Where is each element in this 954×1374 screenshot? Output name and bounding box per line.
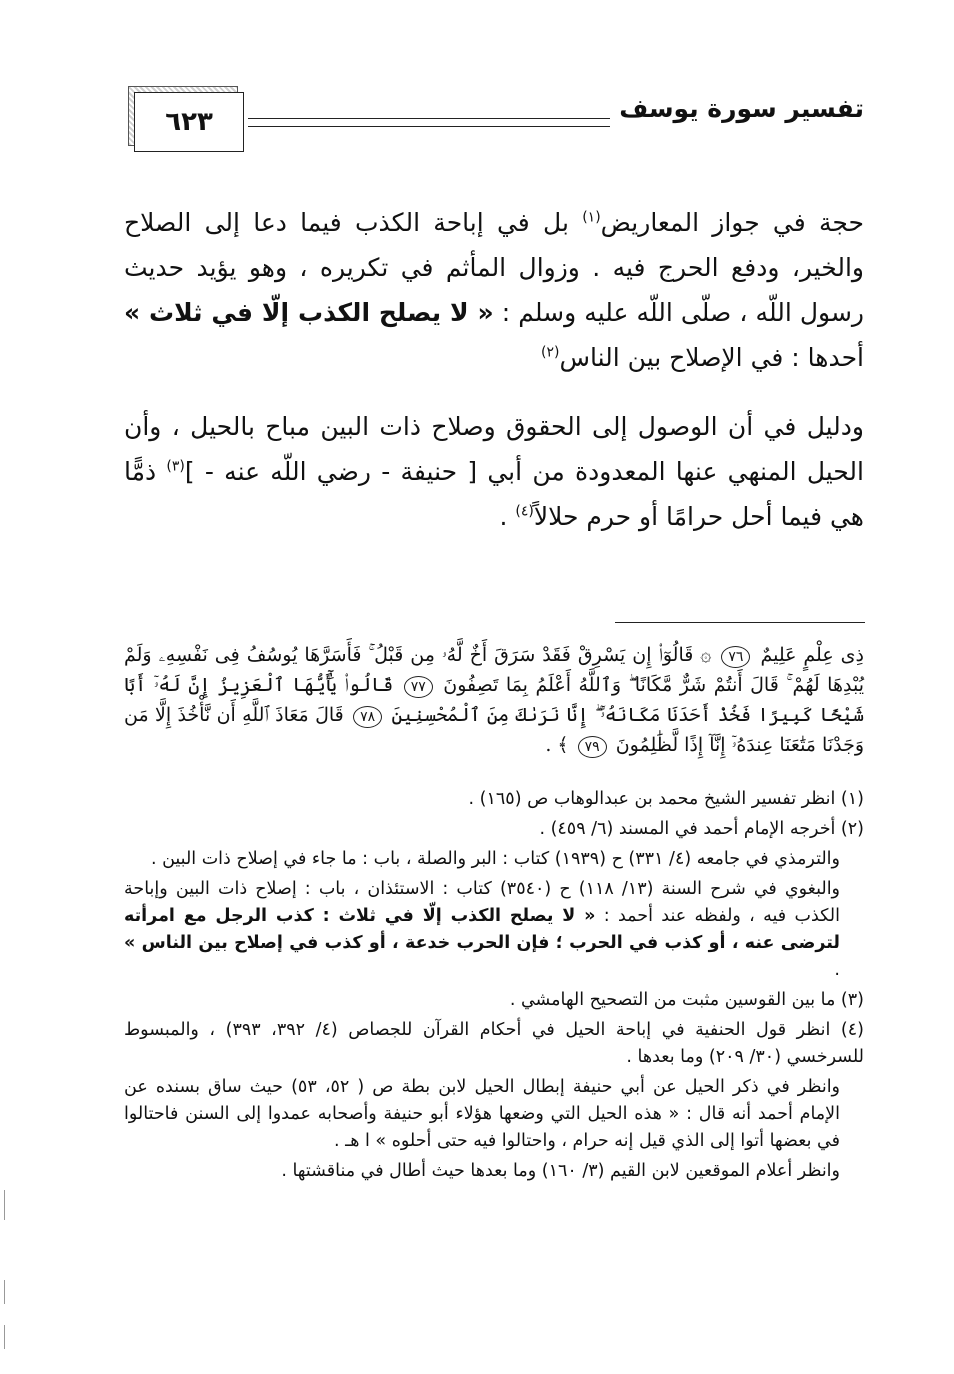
- footnote-2-end: .: [834, 960, 840, 980]
- p1-text-c: أحدها : في الإصلاح بين الناس: [559, 343, 864, 372]
- page-number: ٦٢٣: [165, 107, 213, 137]
- footnote-4-ibn-qayyim: وانظر أعلام الموقعين لابن القيم (٣/ ١٦٠) وما بعدها حيث أطال في مناقشتها .: [281, 1161, 840, 1181]
- verse-text-3: قَالُوا۟ يَٰٓأَيُّهَا ٱلْعَزِيزُ إِنَّ لَهُۥٓ أَبًا شَيْخًا كَبِيرًا فَخُذْ أَحَدَنَا مَكَانَهُۥٓ ۖ إِنَّا نَرَىٰكَ مِنَ ٱلْمُحْسِنِينَ: [124, 674, 865, 726]
- scan-margin-mark: [4, 1325, 5, 1349]
- footnote-2-baghawi: [124, 876, 864, 984]
- p2-text-b: ذمًّا هي فيما أحل حرامًا أو حرم حلالاً: [124, 457, 864, 531]
- footnote-ref-4: (٤): [515, 503, 534, 520]
- paragraph-2: [124, 404, 864, 539]
- footnote-1: (١) انظر تفسير الشيخ محمد بن عبدالوهاب ص (١٦٥) .: [468, 789, 864, 809]
- running-header-title: تفسير سورة يوسف: [619, 94, 864, 123]
- footnote-3: (٣) ما بين القوسين مثبت من التصحيح الهامشي .: [509, 990, 864, 1010]
- header-rule: [248, 118, 610, 127]
- footnote-4-ibn-batta: وانظر في ذكر الحيل عن أبي حنيفة إبطال الحيل لابن بطة ص ( ٥٢، ٥٣) حيث ساق بسنده عن الإمام أحمد أنه قال : « هذه الحيل التي وضعها هؤلاء أبو حنيفة وأصحابه عمدوا إلى السنن فاحتالوا في بعضها أتوا إلى الذي قيل إنه حرام ، واحتالوا فيه حتى أحلوه » ا هـ .: [124, 1077, 841, 1151]
- footnotes: [124, 786, 864, 1188]
- p1-text-a: حجة في جواز المعاريض: [600, 208, 864, 237]
- verse-text-1: ذِى عِلْمٍ عَلِيمٌ: [760, 644, 864, 666]
- main-text: [124, 200, 864, 539]
- footnote-ref-3: (٣): [166, 458, 185, 475]
- footnote-2-tirmidhi: والترمذي في جامعه (٤/ ٣٣١) ح (١٩٣٩) كتاب : البر والصلة ، باب : ما جاء في إصلاح ذات البين .: [150, 849, 840, 869]
- footnote-4: (٤) انظر قول الحنفية في إباحة الحيل في أحكام القرآن للجصاص (٤/ ٣٩٢، ٣٩٣) ، والمبسوط للسرخسي (٣٠/ ٢٠٩) وما بعدها .: [124, 1020, 864, 1067]
- hadith-quote: « لا يصلح الكذب إلّا في ثلاث »: [124, 298, 494, 327]
- p2-text-a: ودليل في أن الوصول إلى الحقوق وصلاح ذات البين مباح بالحيل ، وأن الحيل المنهي عنها المعدودة من أبي [ حنيفة - رضي اللّه عنه - ]: [124, 412, 864, 486]
- ayah-number-icon: ٧٩: [578, 736, 607, 758]
- ayah-number-icon: ٧٨: [353, 706, 382, 728]
- footnote-2-baghawi-text: والبغوي في شرح السنة (١٣/ ١١٨) ح (٣٥٤٠) كتاب : الاستئذان ، باب : إصلاح ذات البين وإباحة الكذب فيه ، ولفظه عند أحمد :: [124, 879, 841, 926]
- ayah-number-icon: ٧٧: [404, 676, 433, 698]
- verse-text-2: ۞ قَالُوٓا۟ إِن يَسْرِقْ فَقَدْ سَرَقَ أَخٌ لَّهُۥ مِن قَبْلُ ۚ فَأَسَرَّهَا يُوسُفُ فِى نَفْسِهِۦ وَلَمْ يُبْدِهَا لَهُمْ ۚ قَالَ أَنتُمْ شَرٌّ مَّكَانًا ۖ وَٱللَّهُ أَعْلَمُ بِمَا تَصِفُونَ: [124, 644, 864, 696]
- footnote-2-hadith: « لا يصلح الكذب إلّا في ثلاث : كذب الرجل مع امرأته لترضى عنه ، أو كذب في الحرب ؛ فإن الحرب خدعة ، أو كذب في إصلاح بين الناس »: [124, 906, 840, 953]
- p2-text-c: .: [499, 502, 516, 531]
- scan-margin-mark: [4, 1190, 5, 1220]
- verse-end-mark: ﴾ .: [545, 734, 569, 756]
- page-number-box: [134, 92, 244, 152]
- verse-text-4: قَالَ مَعَاذَ ٱللَّهِ أَن نَّأْخُذَ إِلَّا مَن وَجَدْنَا مَتَٰعَنَا عِندَهُۥٓ إِنَّآ إِذًا لَّظَٰلِمُونَ: [124, 704, 864, 756]
- scan-margin-mark: [4, 1280, 5, 1304]
- footnote-separator: [615, 622, 865, 623]
- quran-verses: [124, 640, 864, 760]
- footnote-ref-1: (١): [582, 209, 601, 226]
- footnote-ref-2: (٢): [541, 344, 560, 361]
- ayah-number-icon: ٧٦: [721, 646, 750, 668]
- footnote-2: (٢) أخرجه الإمام أحمد في المسند (٦/ ٤٥٩) .: [539, 819, 864, 839]
- p1-text-b: بل في إباحة الكذب فيما دعا إلى الصلاح والخير، ودفع الحرج فيه . وزوال المأثم في تكريره ، وهو يؤيد حديث رسول اللّه ، صلّى اللّه عليه وسلم :: [124, 208, 864, 327]
- paragraph-1: [124, 200, 864, 380]
